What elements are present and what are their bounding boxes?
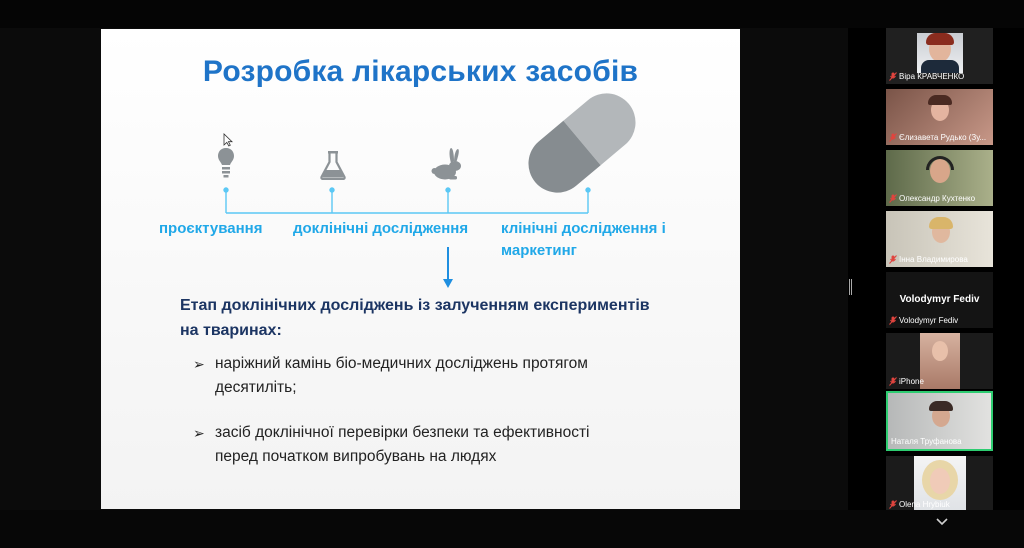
mic-muted-icon	[889, 316, 897, 325]
chevron-down-icon[interactable]	[936, 518, 948, 526]
participant-tile[interactable]	[886, 211, 993, 267]
mic-muted-icon	[889, 377, 897, 386]
bullet-text-line: наріжний камінь біо-медичних досліджень протягом	[215, 355, 588, 372]
participant-tile[interactable]	[886, 456, 993, 512]
bullet-text-line: перед початком випробувань на людях	[215, 448, 497, 465]
down-arrow-icon	[442, 247, 454, 289]
participant-tile[interactable]	[886, 89, 993, 145]
arrow-bullet-icon: ➢	[193, 356, 205, 372]
participant-hair	[929, 217, 953, 229]
mic-muted-icon	[889, 133, 897, 142]
participant-face	[930, 468, 950, 494]
participant-name: Віра КРАВЧЕНКО	[899, 72, 965, 81]
participant-face	[932, 341, 948, 361]
section-heading-line1: Етап доклінічних досліджень із залученням експериментів	[180, 297, 650, 314]
participant-hair	[928, 95, 952, 105]
flask-icon	[320, 150, 346, 180]
participant-name: Олександр Кухтенко	[899, 194, 976, 203]
stage-label-clinical	[501, 218, 666, 262]
bullet-text-line: засіб доклінічної перевірки безпеки та ефективності	[215, 424, 590, 441]
stage-label-clinical-line1: клінічні дослідження і	[501, 220, 666, 237]
participant-tile-active-speaker[interactable]	[886, 391, 993, 451]
participant-tile[interactable]	[886, 150, 993, 206]
rabbit-icon	[431, 147, 465, 181]
participant-gallery	[856, 28, 1024, 510]
stage-label-design: проєктування	[159, 220, 263, 237]
participant-name: iPhone	[899, 377, 924, 386]
participant-name: Olena Hrybiuk	[899, 500, 950, 509]
mouse-cursor-icon	[223, 133, 233, 147]
participant-hair	[926, 33, 954, 45]
splitter-handle[interactable]	[849, 279, 852, 295]
slide-title: Розробка лікарських засобів	[202, 55, 639, 88]
participant-name: Інна Владимирова	[899, 255, 968, 264]
lightbulb-icon	[217, 147, 235, 179]
pill-capsule-icon	[523, 87, 641, 199]
presentation-slide	[101, 29, 740, 509]
top-bar	[0, 0, 1024, 28]
mic-muted-icon	[889, 194, 897, 203]
arrow-bullet-icon: ➢	[193, 425, 205, 441]
section-heading	[180, 293, 720, 343]
participant-display-name: Volodymyr Fediv	[899, 294, 980, 305]
stage-label-clinical-line2: маркетинг	[501, 242, 577, 259]
bottom-bar	[0, 510, 1024, 548]
section-heading-line2: на тваринах:	[180, 322, 282, 339]
participant-name: Єлизавета Рудько (Зу...	[899, 133, 987, 142]
participant-name: Наталя Труфанова	[891, 437, 962, 446]
stage-label-preclinical: доклінічні дослідження	[293, 220, 469, 237]
participant-hair	[929, 401, 953, 411]
mic-muted-icon	[889, 72, 897, 81]
participant-tile[interactable]	[886, 28, 993, 84]
mic-muted-icon	[889, 500, 897, 509]
bullet-text-line: десятиліть;	[215, 379, 297, 396]
participant-tile[interactable]	[886, 333, 993, 389]
participant-name: Volodymyr Fediv	[899, 316, 959, 325]
mic-muted-icon	[889, 255, 897, 264]
